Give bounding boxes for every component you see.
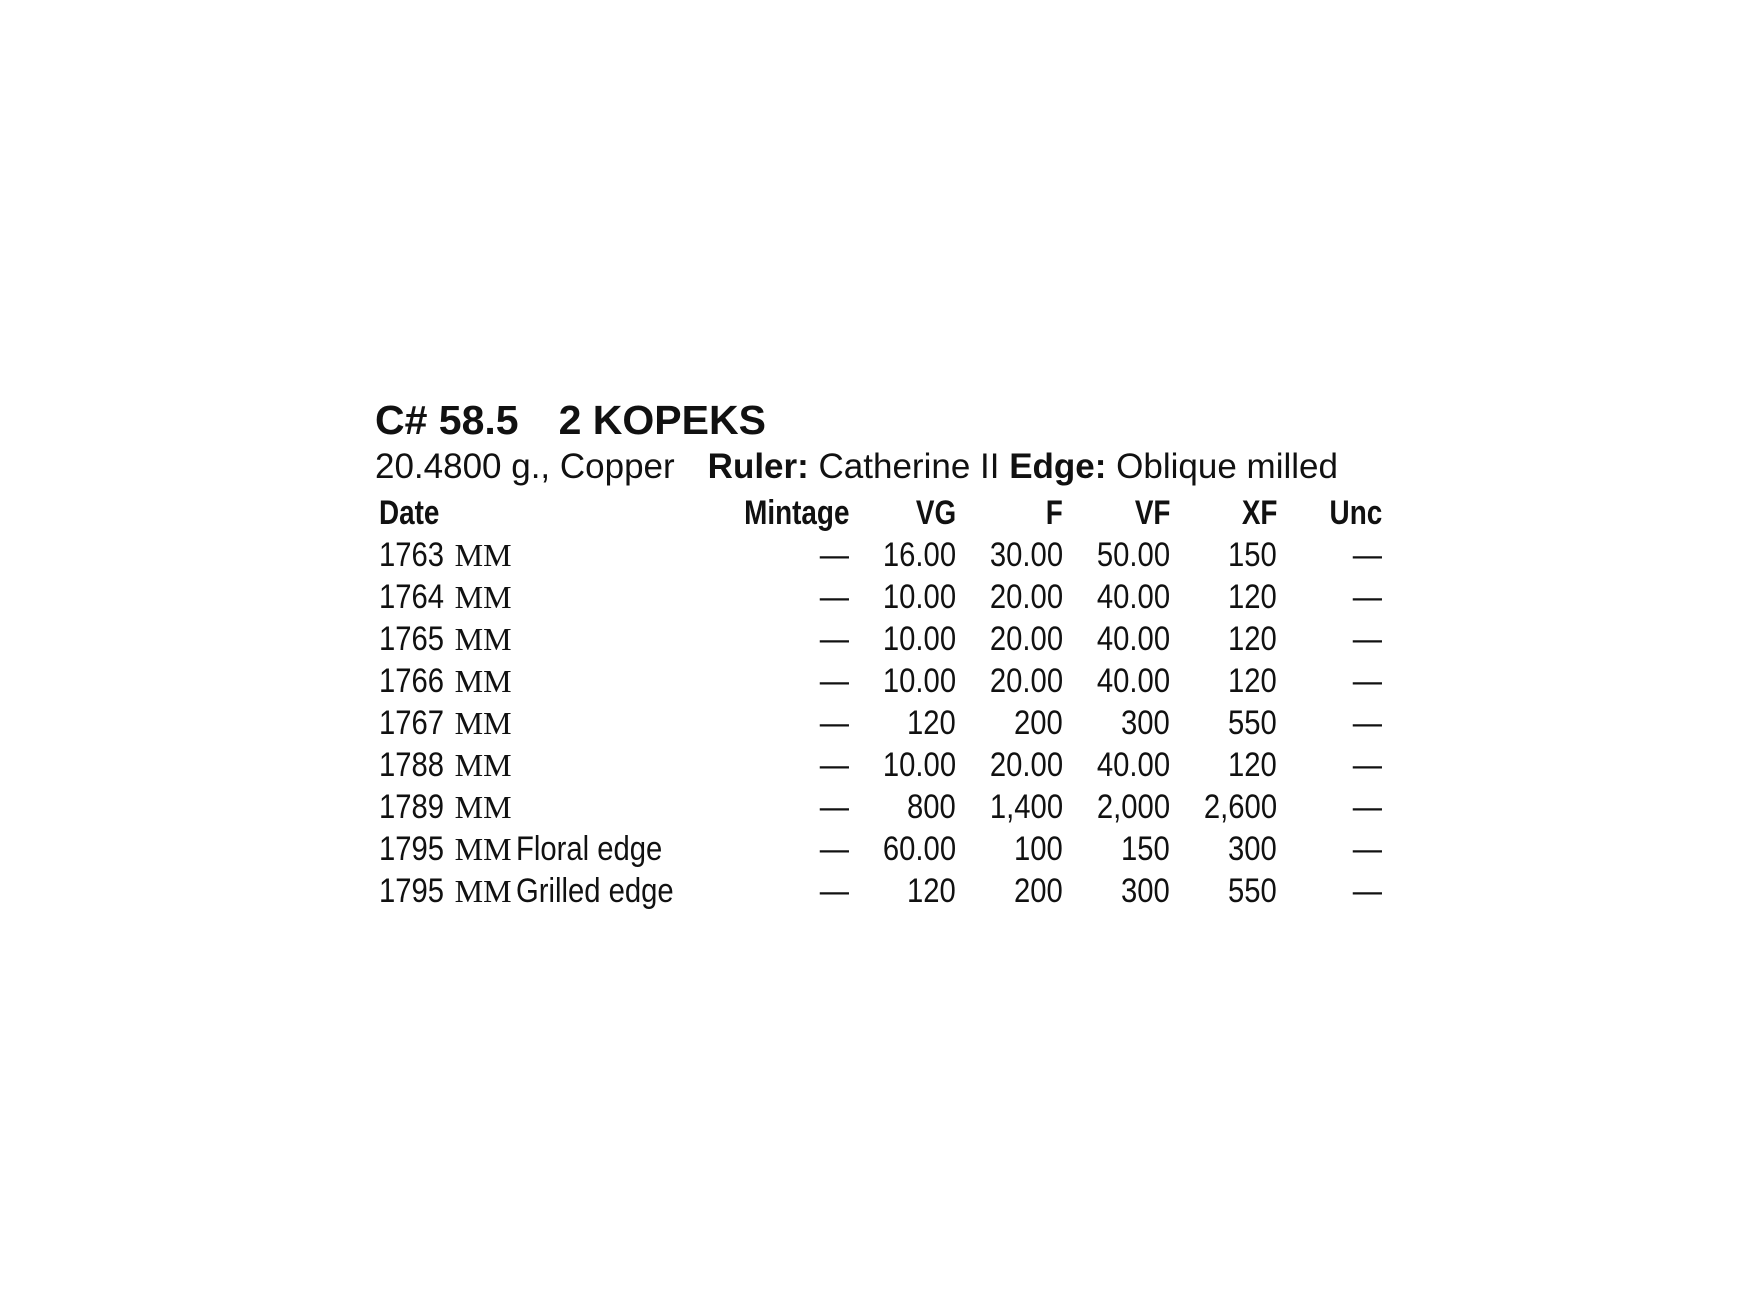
cell-f-value: 20.00: [989, 619, 1063, 658]
cell-vg: [849, 702, 956, 744]
cell-vf: [1063, 576, 1170, 618]
cell-vg: [849, 660, 956, 702]
edge-label: Edge:: [1009, 447, 1107, 486]
cell-unc: [1277, 618, 1382, 660]
cell-f-value: 20.00: [989, 745, 1063, 784]
table-row: [375, 660, 1382, 702]
cell-vg: [849, 744, 956, 786]
cell-xf-value: 150: [1228, 535, 1277, 574]
cell-xf-value: 120: [1228, 619, 1277, 658]
cell-unc-value: —: [1352, 619, 1382, 658]
cell-mint-mark: MM: [454, 704, 512, 741]
cell-unc-value: —: [1352, 871, 1382, 910]
cell-year: 1765: [379, 619, 445, 658]
cell-mint-mark: MM: [454, 536, 512, 573]
cell-xf: [1170, 618, 1277, 660]
header-vf: VF: [1134, 493, 1170, 532]
table-row: [375, 618, 1382, 660]
cell-vg-value: 800: [907, 787, 956, 826]
entry-specs: [375, 444, 1385, 490]
cell-xf: [1170, 786, 1277, 828]
cell-xf-value: 300: [1228, 829, 1277, 868]
cell-year: 1788: [379, 745, 445, 784]
cell-unc: [1277, 786, 1382, 828]
cell-xf-value: 2,600: [1203, 787, 1277, 826]
cell-f: [956, 702, 1063, 744]
cell-year: 1767: [379, 703, 445, 742]
cell-xf-value: 120: [1228, 577, 1277, 616]
cell-vg: [849, 870, 956, 912]
cell-mintage: [719, 576, 849, 618]
cell-xf: [1170, 576, 1277, 618]
cell-vf: [1063, 828, 1170, 870]
cell-vf: [1063, 870, 1170, 912]
cell-mintage-value: —: [819, 787, 849, 826]
cell-date: [375, 534, 719, 576]
cell-mintage-value: —: [819, 745, 849, 784]
cell-mintage-value: —: [819, 577, 849, 616]
header-f: F: [1045, 493, 1063, 532]
cell-f: [956, 534, 1063, 576]
cell-mintage: [719, 828, 849, 870]
cell-year: 1795: [379, 829, 445, 868]
cell-vf: [1063, 786, 1170, 828]
cell-f-value: 200: [1014, 871, 1063, 910]
cell-vf-value: 40.00: [1096, 577, 1170, 616]
cell-vg-value: 16.00: [882, 535, 956, 574]
cell-vf: [1063, 534, 1170, 576]
table-row: [375, 534, 1382, 576]
cell-unc: [1277, 660, 1382, 702]
header-vg: VG: [915, 493, 956, 532]
table-row: [375, 786, 1382, 828]
catalog-entry: [375, 396, 1385, 912]
cell-vg-value: 10.00: [882, 577, 956, 616]
cell-mint-mark: MM: [454, 578, 512, 615]
cell-mint-mark: MM: [454, 746, 512, 783]
cell-unc: [1277, 534, 1382, 576]
cell-mint-mark: MM: [454, 662, 512, 699]
table-row: [375, 702, 1382, 744]
cell-f-value: 200: [1014, 703, 1063, 742]
cell-vf: [1063, 618, 1170, 660]
cell-mintage-value: —: [819, 703, 849, 742]
table-row: [375, 828, 1382, 870]
cell-vf: [1063, 744, 1170, 786]
cell-unc-value: —: [1352, 829, 1382, 868]
cell-year: 1764: [379, 577, 445, 616]
cell-mint-mark: MM: [454, 830, 512, 867]
header-xf: XF: [1241, 493, 1277, 532]
cell-f-value: 30.00: [989, 535, 1063, 574]
cell-xf: [1170, 702, 1277, 744]
cell-vg: [849, 576, 956, 618]
cell-date: [375, 744, 719, 786]
cell-vg-value: 10.00: [882, 619, 956, 658]
cell-f-value: 100: [1014, 829, 1063, 868]
cell-f-value: 20.00: [989, 661, 1063, 700]
cell-f-value: 1,400: [989, 787, 1063, 826]
cell-date: [375, 828, 719, 870]
cell-mint-mark: MM: [454, 620, 512, 657]
table-row: [375, 744, 1382, 786]
ruler-value: Catherine II: [818, 447, 1000, 486]
cell-xf-value: 550: [1228, 871, 1277, 910]
table-header-row: [375, 492, 1382, 534]
cell-vf: [1063, 702, 1170, 744]
cell-vf: [1063, 660, 1170, 702]
price-table: [375, 492, 1382, 912]
entry-title: [375, 396, 1385, 444]
cell-f: [956, 786, 1063, 828]
cell-vg: [849, 618, 956, 660]
cell-vf-value: 40.00: [1096, 661, 1170, 700]
catalog-number: C# 58.5: [375, 397, 519, 443]
denomination: 2 KOPEKS: [558, 397, 766, 443]
cell-f: [956, 660, 1063, 702]
cell-f-value: 20.00: [989, 577, 1063, 616]
cell-vg-value: 10.00: [882, 745, 956, 784]
cell-xf: [1170, 660, 1277, 702]
cell-unc-value: —: [1352, 661, 1382, 700]
ruler-label: Ruler:: [707, 447, 809, 486]
header-unc: Unc: [1329, 493, 1382, 532]
cell-f: [956, 744, 1063, 786]
cell-mintage-value: —: [819, 619, 849, 658]
cell-variety-note: Grilled edge: [515, 871, 674, 910]
cell-vf-value: 300: [1121, 703, 1170, 742]
cell-unc: [1277, 576, 1382, 618]
cell-xf: [1170, 534, 1277, 576]
cell-mintage: [719, 534, 849, 576]
cell-date: [375, 660, 719, 702]
cell-year: 1789: [379, 787, 445, 826]
cell-xf: [1170, 870, 1277, 912]
cell-vg: [849, 786, 956, 828]
weight-metal: 20.4800 g., Copper: [375, 447, 675, 486]
cell-mintage-value: —: [819, 829, 849, 868]
cell-vf-value: 50.00: [1096, 535, 1170, 574]
cell-vg: [849, 828, 956, 870]
cell-mintage-value: —: [819, 535, 849, 574]
cell-xf: [1170, 744, 1277, 786]
cell-xf-value: 120: [1228, 661, 1277, 700]
header-mintage: Mintage: [743, 493, 849, 532]
cell-unc-value: —: [1352, 577, 1382, 616]
cell-vg-value: 60.00: [882, 829, 956, 868]
cell-vf-value: 40.00: [1096, 619, 1170, 658]
cell-mintage: [719, 660, 849, 702]
price-rows: [375, 534, 1382, 912]
cell-vg: [849, 534, 956, 576]
edge-value: Oblique milled: [1116, 447, 1338, 486]
header-date: Date: [379, 493, 440, 532]
cell-f: [956, 870, 1063, 912]
cell-unc: [1277, 702, 1382, 744]
cell-vf-value: 40.00: [1096, 745, 1170, 784]
cell-mint-mark: MM: [454, 872, 512, 909]
cell-xf: [1170, 828, 1277, 870]
cell-vg-value: 120: [907, 703, 956, 742]
cell-f: [956, 828, 1063, 870]
cell-year: 1766: [379, 661, 445, 700]
cell-date: [375, 786, 719, 828]
cell-f: [956, 576, 1063, 618]
cell-xf-value: 550: [1228, 703, 1277, 742]
cell-mintage-value: —: [819, 871, 849, 910]
cell-unc: [1277, 870, 1382, 912]
cell-mintage-value: —: [819, 661, 849, 700]
cell-mintage: [719, 702, 849, 744]
cell-unc: [1277, 744, 1382, 786]
cell-xf-value: 120: [1228, 745, 1277, 784]
cell-vf-value: 300: [1121, 871, 1170, 910]
cell-vf-value: 150: [1121, 829, 1170, 868]
cell-mint-mark: MM: [454, 788, 512, 825]
cell-unc-value: —: [1352, 535, 1382, 574]
cell-variety-note: Floral edge: [515, 829, 662, 868]
cell-date: [375, 618, 719, 660]
cell-vg-value: 10.00: [882, 661, 956, 700]
cell-unc-value: —: [1352, 787, 1382, 826]
cell-year: 1763: [379, 535, 445, 574]
cell-unc-value: —: [1352, 703, 1382, 742]
cell-vg-value: 120: [907, 871, 956, 910]
cell-unc-value: —: [1352, 745, 1382, 784]
cell-mintage: [719, 744, 849, 786]
cell-mintage: [719, 870, 849, 912]
cell-mintage: [719, 618, 849, 660]
cell-year: 1795: [379, 871, 445, 910]
cell-date: [375, 702, 719, 744]
table-row: [375, 576, 1382, 618]
cell-date: [375, 870, 719, 912]
table-row: [375, 870, 1382, 912]
cell-date: [375, 576, 719, 618]
cell-vf-value: 2,000: [1096, 787, 1170, 826]
cell-f: [956, 618, 1063, 660]
cell-unc: [1277, 828, 1382, 870]
cell-mintage: [719, 786, 849, 828]
